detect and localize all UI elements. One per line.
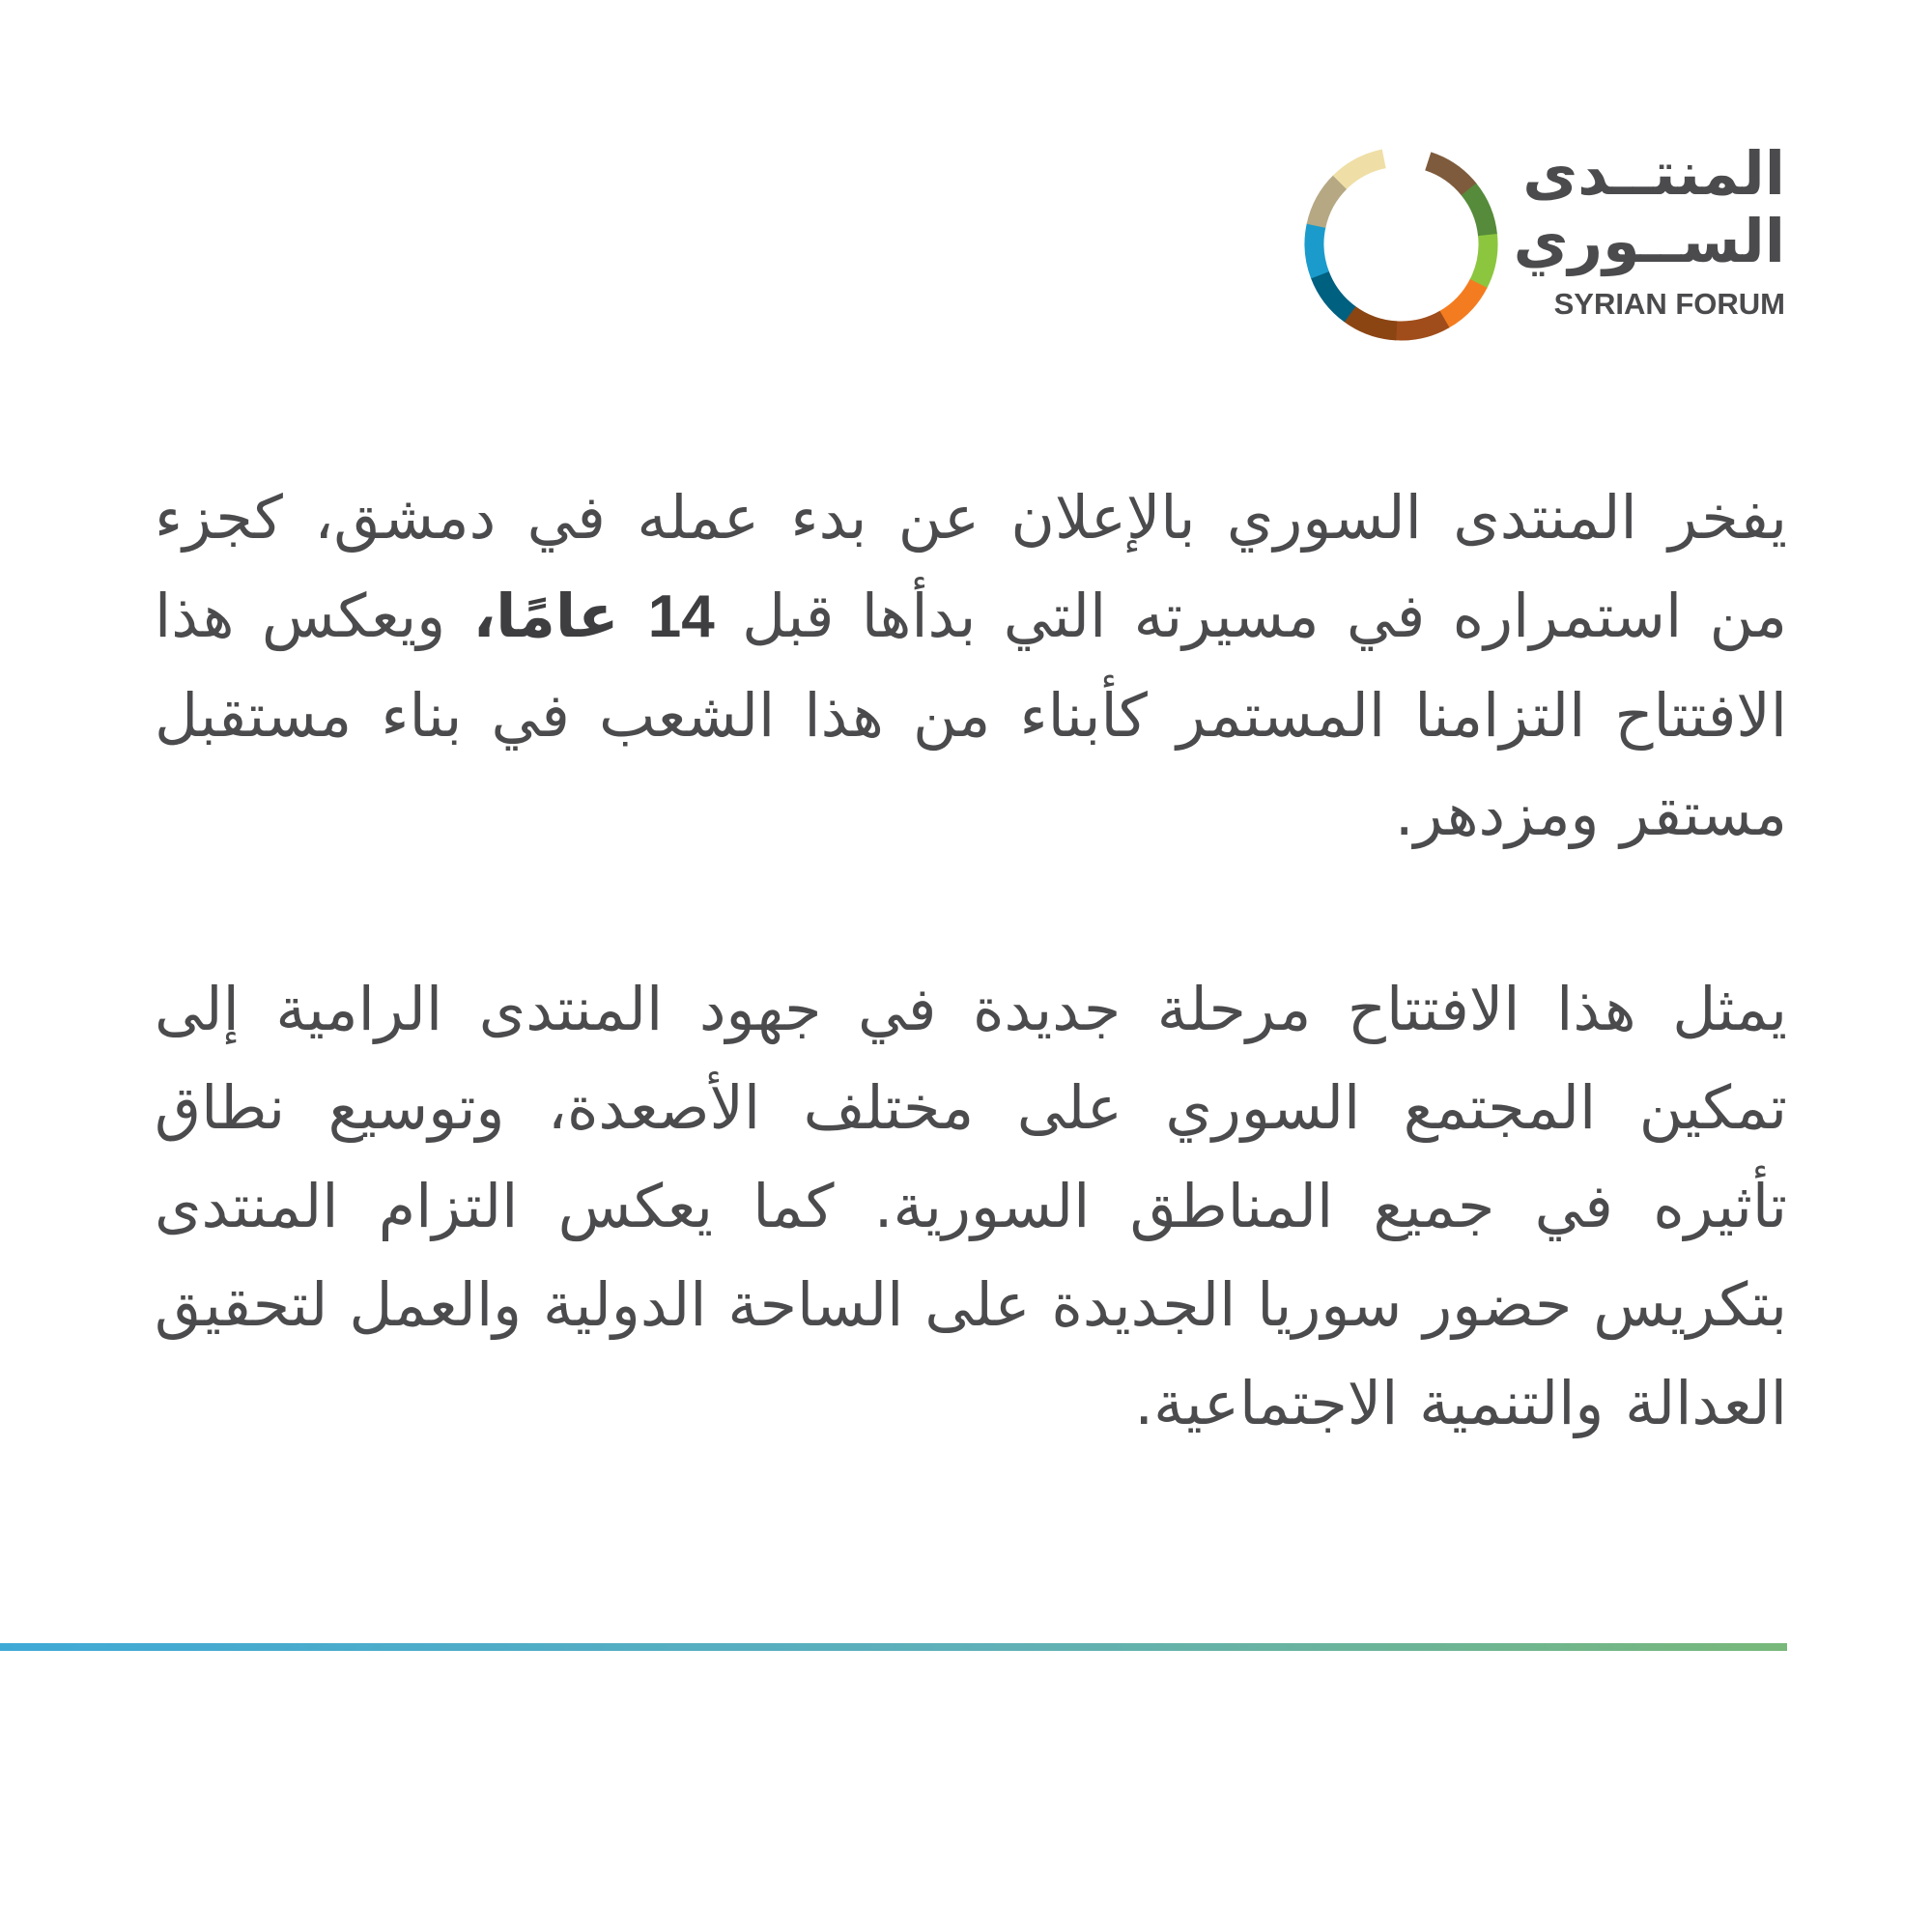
logo-ring-segment <box>1315 225 1321 275</box>
logo-ring-segment <box>1478 235 1488 284</box>
logo-ring-icon <box>1297 140 1505 348</box>
logo-ring-segment <box>1444 283 1479 320</box>
logo-ring-segment <box>1320 274 1350 314</box>
logo-ring-segment <box>1340 158 1384 183</box>
paragraph-1-part-1: يفخر المنتدى السوري بالإعلان عن بدء عمله في دمشق، كجزء من استمراره في مسيرته التي بدأها قبل <box>155 482 1787 651</box>
announcement-body <box>155 469 1787 1453</box>
syrian-forum-logo <box>1297 140 1785 357</box>
logo-title-line2: الســوري <box>1513 206 1785 276</box>
paragraph-1 <box>155 469 1787 864</box>
years-word: عامًا، <box>472 581 648 651</box>
logo-ring-segment <box>1350 314 1397 331</box>
logo-ring-segment <box>1428 161 1469 190</box>
paragraph-2: يمثل هذا الافتتاح مرحلة جديدة في جهود المنتدى الرامية إلى تمكين المجتمع السوري على مختلف الأصعدة، وتوسيع نطاق تأثيره في جميع المناطق السورية. كما يعكس التزام المنتدى بتكريس حضور سوريا الجديدة على الساحة الدولية والعمل لتحقيق العدالة والتنمية الاجتماعية. <box>155 974 1787 1438</box>
logo-subtitle: SYRIAN FORUM <box>1553 287 1785 321</box>
bottom-divider <box>0 1643 1787 1651</box>
logo-wordmark <box>1513 138 1785 348</box>
logo-ring-segment <box>1468 189 1488 236</box>
years-number: 14 <box>647 583 715 650</box>
logo-title-line1: المنتــدى <box>1522 138 1785 209</box>
paragraph-1-part-2: ويعكس هذا الافتتاح التزامنا المستمر كأبناء من هذا الشعب في بناء مستقبل مستقر ومزدهر. <box>155 581 1787 849</box>
years-highlight <box>473 581 715 651</box>
logo-ring-segment <box>1396 319 1445 330</box>
logo-ring-segment <box>1316 182 1340 226</box>
